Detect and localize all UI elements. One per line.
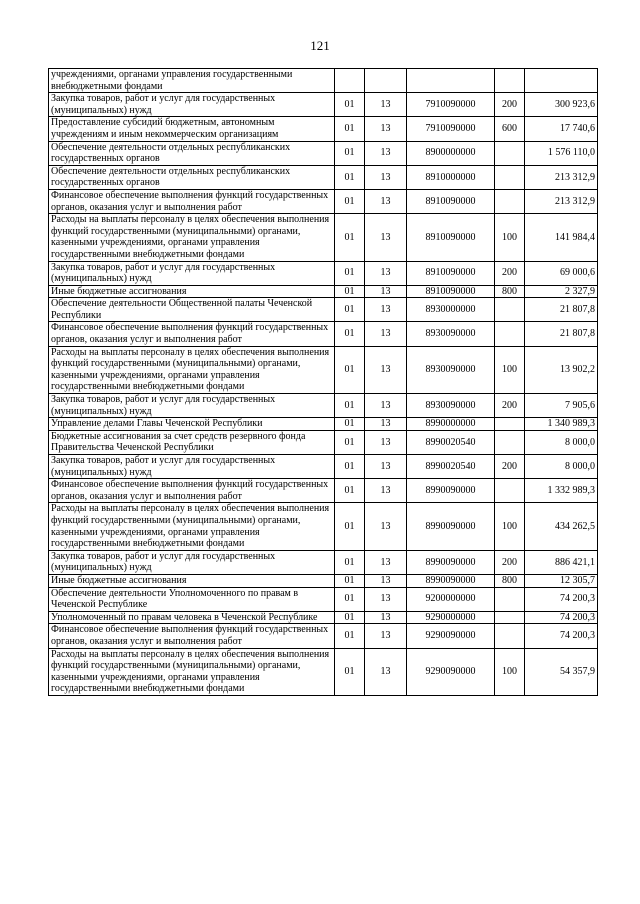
subsection-code-cell: 13 <box>365 550 407 574</box>
item-name-cell: Иные бюджетные ассигнования <box>49 574 335 587</box>
table-row <box>49 261 598 285</box>
target-article-cell: 8930090000 <box>407 346 495 393</box>
subsection-code-cell: 13 <box>365 214 407 261</box>
amount-cell: 74 200,3 <box>525 587 598 611</box>
target-article-cell: 9290090000 <box>407 624 495 648</box>
item-name-cell: Финансовое обеспечение выполнения функций государственных органов, оказания услуг и выполнения работ <box>49 624 335 648</box>
subsection-code-cell: 13 <box>365 189 407 213</box>
expense-type-cell: 800 <box>495 574 525 587</box>
table-row <box>49 69 598 93</box>
target-article-cell: 8990090000 <box>407 574 495 587</box>
amount-cell: 434 262,5 <box>525 503 598 550</box>
amount-cell: 300 923,6 <box>525 93 598 117</box>
table-row <box>49 298 598 322</box>
section-code-cell: 01 <box>335 574 365 587</box>
budget-table <box>48 68 598 696</box>
expense-type-cell: 200 <box>495 455 525 479</box>
amount-cell <box>525 69 598 93</box>
target-article-cell: 8990020540 <box>407 430 495 454</box>
section-code-cell: 01 <box>335 611 365 624</box>
subsection-code-cell: 13 <box>365 503 407 550</box>
section-code-cell: 01 <box>335 503 365 550</box>
table-row <box>49 455 598 479</box>
item-name-cell: Обеспечение деятельности Уполномоченного по правам в Чеченской Республике <box>49 587 335 611</box>
subsection-code-cell: 13 <box>365 455 407 479</box>
table-row <box>49 285 598 298</box>
item-name-cell: Обеспечение деятельности отдельных республиканских государственных органов <box>49 141 335 165</box>
expense-type-cell: 200 <box>495 261 525 285</box>
amount-cell: 74 200,3 <box>525 624 598 648</box>
target-article-cell: 8990000000 <box>407 418 495 431</box>
item-name-cell: Закупка товаров, работ и услуг для государственных (муниципальных) нужд <box>49 455 335 479</box>
target-article-cell: 8990020540 <box>407 455 495 479</box>
amount-cell: 21 807,8 <box>525 322 598 346</box>
amount-cell: 74 200,3 <box>525 611 598 624</box>
amount-cell: 1 340 989,3 <box>525 418 598 431</box>
table-row <box>49 648 598 695</box>
target-article-cell: 7910090000 <box>407 93 495 117</box>
item-name-cell: Иные бюджетные ассигнования <box>49 285 335 298</box>
amount-cell: 13 902,2 <box>525 346 598 393</box>
table-row <box>49 550 598 574</box>
expense-type-cell <box>495 430 525 454</box>
section-code-cell: 01 <box>335 455 365 479</box>
item-name-cell: Закупка товаров, работ и услуг для государственных (муниципальных) нужд <box>49 261 335 285</box>
table-row <box>49 214 598 261</box>
target-article-cell: 8930090000 <box>407 322 495 346</box>
section-code-cell: 01 <box>335 117 365 141</box>
amount-cell: 213 312,9 <box>525 189 598 213</box>
expense-type-cell <box>495 189 525 213</box>
table-row <box>49 394 598 418</box>
target-article-cell: 9290090000 <box>407 648 495 695</box>
item-name-cell: Финансовое обеспечение выполнения функций государственных органов, оказания услуг и выполнения работ <box>49 189 335 213</box>
subsection-code-cell: 13 <box>365 648 407 695</box>
target-article-cell: 8910000000 <box>407 165 495 189</box>
expense-type-cell: 600 <box>495 117 525 141</box>
amount-cell: 1 332 989,3 <box>525 479 598 503</box>
amount-cell: 7 905,6 <box>525 394 598 418</box>
table-row <box>49 479 598 503</box>
target-article-cell: 9290000000 <box>407 611 495 624</box>
item-name-cell: Расходы на выплаты персоналу в целях обеспечения выполнения функций государственными (муниципальными) органами, казенными учреждениями, органами управления государственными внебюджетными фондами <box>49 648 335 695</box>
target-article-cell: 8990090000 <box>407 479 495 503</box>
section-code-cell: 01 <box>335 624 365 648</box>
target-article-cell: 8900000000 <box>407 141 495 165</box>
target-article-cell: 7910090000 <box>407 117 495 141</box>
target-article-cell: 9200000000 <box>407 587 495 611</box>
subsection-code-cell: 13 <box>365 322 407 346</box>
item-name-cell: Бюджетные ассигнования за счет средств резервного фонда Правительства Чеченской Республики <box>49 430 335 454</box>
amount-cell: 141 984,4 <box>525 214 598 261</box>
subsection-code-cell: 13 <box>365 574 407 587</box>
target-article-cell: 8910090000 <box>407 214 495 261</box>
expense-type-cell <box>495 141 525 165</box>
table-row <box>49 117 598 141</box>
expense-type-cell <box>495 418 525 431</box>
amount-cell: 21 807,8 <box>525 298 598 322</box>
expense-type-cell: 100 <box>495 503 525 550</box>
expense-type-cell: 200 <box>495 394 525 418</box>
section-code-cell: 01 <box>335 430 365 454</box>
subsection-code-cell: 13 <box>365 93 407 117</box>
amount-cell: 8 000,0 <box>525 455 598 479</box>
item-name-cell: Закупка товаров, работ и услуг для государственных (муниципальных) нужд <box>49 394 335 418</box>
item-name-cell: Обеспечение деятельности Общественной палаты Чеченской Республики <box>49 298 335 322</box>
section-code-cell: 01 <box>335 141 365 165</box>
section-code-cell: 01 <box>335 285 365 298</box>
table-row <box>49 93 598 117</box>
subsection-code-cell: 13 <box>365 346 407 393</box>
section-code-cell: 01 <box>335 648 365 695</box>
section-code-cell: 01 <box>335 346 365 393</box>
expense-type-cell <box>495 69 525 93</box>
expense-type-cell <box>495 165 525 189</box>
amount-cell: 1 576 110,0 <box>525 141 598 165</box>
item-name-cell: Расходы на выплаты персоналу в целях обеспечения выполнения функций государственными (муниципальными) органами, казенными учреждениями, органами управления государственными внебюджетными фондами <box>49 214 335 261</box>
item-name-cell: Предоставление субсидий бюджетным, автономным учреждениям и иным некоммерческим организациям <box>49 117 335 141</box>
item-name-cell: Финансовое обеспечение выполнения функций государственных органов, оказания услуг и выполнения работ <box>49 322 335 346</box>
subsection-code-cell: 13 <box>365 430 407 454</box>
item-name-cell: Расходы на выплаты персоналу в целях обеспечения выполнения функций государственными (муниципальными) органами, казенными учреждениями, органами управления государственными внебюджетными фондами <box>49 503 335 550</box>
subsection-code-cell: 13 <box>365 261 407 285</box>
expense-type-cell: 100 <box>495 346 525 393</box>
section-code-cell: 01 <box>335 550 365 574</box>
item-name-cell: Закупка товаров, работ и услуг для государственных (муниципальных) нужд <box>49 550 335 574</box>
section-code-cell: 01 <box>335 189 365 213</box>
budget-table-body <box>49 69 598 696</box>
page-number: 121 <box>310 38 330 53</box>
table-row <box>49 574 598 587</box>
subsection-code-cell: 13 <box>365 587 407 611</box>
subsection-code-cell: 13 <box>365 165 407 189</box>
expense-type-cell: 200 <box>495 93 525 117</box>
item-name-cell: Закупка товаров, работ и услуг для государственных (муниципальных) нужд <box>49 93 335 117</box>
expense-type-cell: 100 <box>495 214 525 261</box>
subsection-code-cell: 13 <box>365 611 407 624</box>
table-row <box>49 418 598 431</box>
target-article-cell: 8910090000 <box>407 189 495 213</box>
target-article-cell: 8990090000 <box>407 550 495 574</box>
subsection-code-cell: 13 <box>365 418 407 431</box>
table-row <box>49 503 598 550</box>
table-row <box>49 611 598 624</box>
subsection-code-cell: 13 <box>365 141 407 165</box>
section-code-cell: 01 <box>335 298 365 322</box>
subsection-code-cell: 13 <box>365 394 407 418</box>
target-article-cell: 8990090000 <box>407 503 495 550</box>
expense-type-cell <box>495 322 525 346</box>
subsection-code-cell: 13 <box>365 624 407 648</box>
table-row <box>49 430 598 454</box>
amount-cell: 8 000,0 <box>525 430 598 454</box>
section-code-cell: 01 <box>335 214 365 261</box>
section-code-cell: 01 <box>335 394 365 418</box>
amount-cell: 886 421,1 <box>525 550 598 574</box>
target-article-cell: 8910090000 <box>407 285 495 298</box>
section-code-cell: 01 <box>335 261 365 285</box>
target-article-cell <box>407 69 495 93</box>
item-name-cell: Обеспечение деятельности отдельных республиканских государственных органов <box>49 165 335 189</box>
item-name-cell: Управление делами Главы Чеченской Республики <box>49 418 335 431</box>
expense-type-cell <box>495 611 525 624</box>
expense-type-cell <box>495 298 525 322</box>
section-code-cell: 01 <box>335 479 365 503</box>
section-code-cell: 01 <box>335 322 365 346</box>
section-code-cell: 01 <box>335 165 365 189</box>
expense-type-cell <box>495 624 525 648</box>
subsection-code-cell: 13 <box>365 479 407 503</box>
subsection-code-cell <box>365 69 407 93</box>
section-code-cell <box>335 69 365 93</box>
subsection-code-cell: 13 <box>365 298 407 322</box>
expense-type-cell: 200 <box>495 550 525 574</box>
target-article-cell: 8930090000 <box>407 394 495 418</box>
item-name-cell: Расходы на выплаты персоналу в целях обеспечения выполнения функций государственными (муниципальными) органами, казенными учреждениями, органами управления государственными внебюджетными фондами <box>49 346 335 393</box>
amount-cell: 2 327,9 <box>525 285 598 298</box>
amount-cell: 17 740,6 <box>525 117 598 141</box>
section-code-cell: 01 <box>335 418 365 431</box>
expense-type-cell: 100 <box>495 648 525 695</box>
target-article-cell: 8930000000 <box>407 298 495 322</box>
item-name-cell: Уполномоченный по правам человека в Чеченской Республике <box>49 611 335 624</box>
table-row <box>49 587 598 611</box>
item-name-cell: Финансовое обеспечение выполнения функций государственных органов, оказания услуг и выполнения работ <box>49 479 335 503</box>
target-article-cell: 8910090000 <box>407 261 495 285</box>
amount-cell: 54 357,9 <box>525 648 598 695</box>
table-row <box>49 322 598 346</box>
expense-type-cell <box>495 479 525 503</box>
subsection-code-cell: 13 <box>365 285 407 298</box>
section-code-cell: 01 <box>335 587 365 611</box>
expense-type-cell <box>495 587 525 611</box>
item-name-cell: учреждениями, органами управления государственными внебюджетными фондами <box>49 69 335 93</box>
section-code-cell: 01 <box>335 93 365 117</box>
expense-type-cell: 800 <box>495 285 525 298</box>
amount-cell: 213 312,9 <box>525 165 598 189</box>
table-row <box>49 624 598 648</box>
amount-cell: 12 305,7 <box>525 574 598 587</box>
table-row <box>49 165 598 189</box>
subsection-code-cell: 13 <box>365 117 407 141</box>
amount-cell: 69 000,6 <box>525 261 598 285</box>
table-row <box>49 141 598 165</box>
table-row <box>49 189 598 213</box>
table-row <box>49 346 598 393</box>
